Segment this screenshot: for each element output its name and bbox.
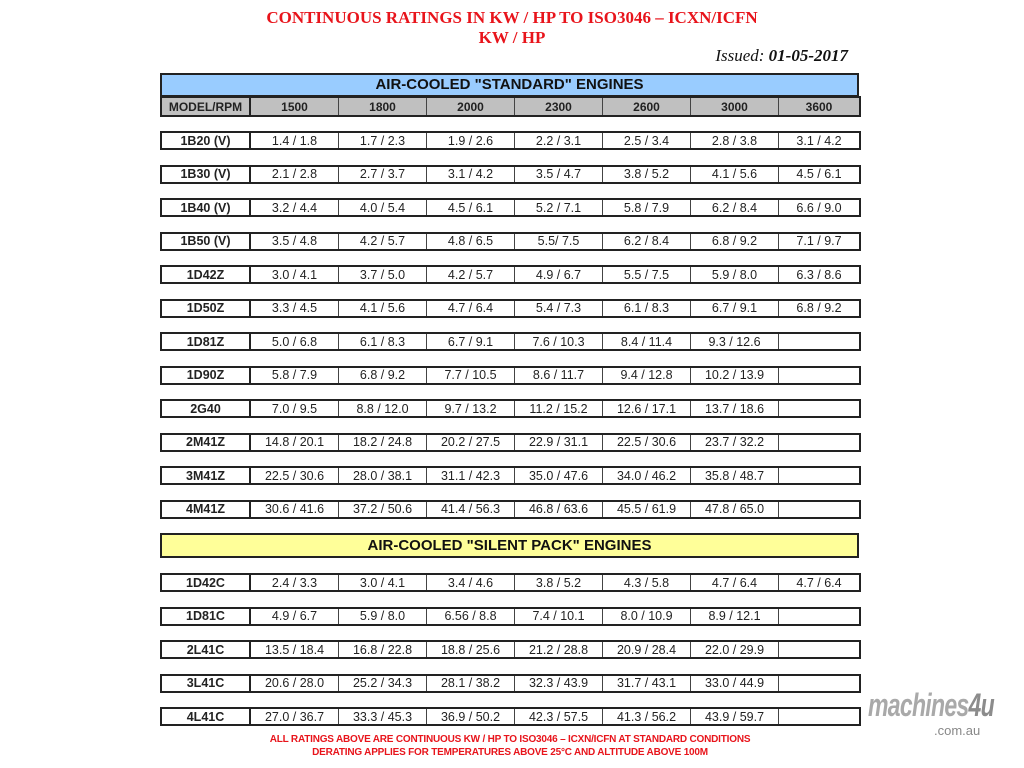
rating-cell: 34.0 / 46.2 <box>603 468 691 483</box>
rating-cell: 6.6 / 9.0 <box>796 200 842 215</box>
rating-cell: 3.8 / 5.2 <box>515 575 603 590</box>
table-row <box>160 433 861 452</box>
rating-cell: 8.4 / 11.4 <box>603 334 691 349</box>
rating-cell: 43.9 / 59.7 <box>691 709 779 724</box>
rating-cell <box>779 676 859 691</box>
rating-cell: 6.1 / 8.3 <box>603 301 691 316</box>
rating-cell: 6.8 / 9.2 <box>691 234 779 249</box>
rating-cell: 22.0 / 29.9 <box>691 642 779 657</box>
rating-cell: 20.2 / 27.5 <box>427 435 515 450</box>
rating-cell: 5.2 / 7.1 <box>515 200 603 215</box>
issued-value: 01-05-2017 <box>768 46 848 65</box>
model-cell: 1D42Z <box>162 267 251 282</box>
rating-cell: 14.8 / 20.1 <box>251 435 339 450</box>
model-cell: 2G40 <box>162 401 251 416</box>
rating-cell: 6.7 / 9.1 <box>427 334 515 349</box>
rating-cell: 20.6 / 28.0 <box>251 676 339 691</box>
rating-cell: 5.4 / 7.3 <box>515 301 603 316</box>
rating-cell: 36.9 / 50.2 <box>427 709 515 724</box>
rpm-header-cell: 1800 <box>339 98 427 115</box>
rpm-header-cell: 2600 <box>603 98 691 115</box>
rpm-header-cell: 3600 <box>805 99 833 114</box>
rating-cell: 3.1 / 4.2 <box>427 167 515 182</box>
model-cell: 1B40 (V) <box>162 200 251 215</box>
rating-cell: 33.0 / 44.9 <box>691 676 779 691</box>
rating-cell: 13.5 / 18.4 <box>251 642 339 657</box>
rating-cell: 28.0 / 38.1 <box>339 468 427 483</box>
rating-cell: 8.8 / 12.0 <box>339 401 427 416</box>
table-row <box>160 198 861 217</box>
rating-cell: 4.8 / 6.5 <box>427 234 515 249</box>
rating-cell: 27.0 / 36.7 <box>251 709 339 724</box>
rating-cell: 6.2 / 8.4 <box>603 234 691 249</box>
rating-cell: 47.8 / 65.0 <box>691 502 779 517</box>
table-row <box>160 131 861 150</box>
rating-cell: 3.4 / 4.6 <box>427 575 515 590</box>
rating-cell: 3.3 / 4.5 <box>251 301 339 316</box>
table-row <box>160 500 861 519</box>
rating-cell: 10.2 / 13.9 <box>691 368 779 383</box>
rating-cell: 2.7 / 3.7 <box>339 167 427 182</box>
rating-cell: 22.5 / 30.6 <box>603 435 691 450</box>
machines4u-watermark <box>868 687 994 723</box>
rating-cell: 20.9 / 28.4 <box>603 642 691 657</box>
rating-cell <box>779 435 859 450</box>
rating-cell: 30.6 / 41.6 <box>251 502 339 517</box>
rating-cell: 8.9 / 12.1 <box>691 609 779 624</box>
rating-cell: 42.3 / 57.5 <box>515 709 603 724</box>
rating-cell: 6.3 / 8.6 <box>796 267 842 282</box>
rpm-header-row <box>160 96 861 117</box>
table-row <box>160 399 861 418</box>
model-cell: 1D81Z <box>162 334 251 349</box>
rating-cell: 23.7 / 32.2 <box>691 435 779 450</box>
rating-cell: 4.1 / 5.6 <box>339 301 427 316</box>
rating-cell: 9.7 / 13.2 <box>427 401 515 416</box>
rating-cell: 6.8 / 9.2 <box>339 368 427 383</box>
model-cell: 4M41Z <box>162 502 251 517</box>
rating-cell: 32.3 / 43.9 <box>515 676 603 691</box>
rating-cell: 22.5 / 30.6 <box>251 468 339 483</box>
rating-cell: 4.5 / 6.1 <box>796 167 842 181</box>
table-row <box>160 466 861 485</box>
rating-cell: 4.5 / 6.1 <box>427 200 515 215</box>
rating-cell: 18.8 / 25.6 <box>427 642 515 657</box>
table-row <box>160 707 861 726</box>
model-cell: 4L41C <box>162 709 251 724</box>
rating-cell: 4.7 / 6.4 <box>691 575 779 590</box>
model-cell: 1B20 (V) <box>162 133 251 148</box>
rating-cell: 33.3 / 45.3 <box>339 709 427 724</box>
rating-cell: 3.5 / 4.7 <box>515 167 603 182</box>
rating-cell <box>779 709 859 724</box>
rating-cell: 2.2 / 3.1 <box>515 133 603 148</box>
rating-cell: 7.1 / 9.7 <box>796 234 842 248</box>
rating-cell: 6.2 / 8.4 <box>691 200 779 215</box>
rating-cell: 3.0 / 4.1 <box>251 267 339 282</box>
rating-cell: 4.1 / 5.6 <box>691 167 779 182</box>
footer-note-derating: DERATING APPLIES FOR TEMPERATURES ABOVE 25°C AND ALTITUDE ABOVE 100M <box>312 747 708 758</box>
rating-cell <box>779 368 859 383</box>
rating-cell: 46.8 / 63.6 <box>515 502 603 517</box>
rating-cell: 1.4 / 1.8 <box>251 133 339 148</box>
rating-cell: 5.0 / 6.8 <box>251 334 339 349</box>
rating-cell: 6.1 / 8.3 <box>339 334 427 349</box>
rating-cell: 31.7 / 43.1 <box>603 676 691 691</box>
rating-cell: 8.6 / 11.7 <box>515 368 603 383</box>
model-cell: 1B30 (V) <box>162 167 251 182</box>
rating-cell <box>779 642 859 657</box>
rating-cell: 2.1 / 2.8 <box>251 167 339 182</box>
model-cell: 2L41C <box>162 642 251 657</box>
silent-pack-banner: AIR-COOLED "SILENT PACK" ENGINES <box>160 533 859 558</box>
rating-cell: 4.2 / 5.7 <box>339 234 427 249</box>
watermark-domain: .com.au <box>934 723 981 738</box>
table-row <box>160 607 861 626</box>
rating-cell: 6.7 / 9.1 <box>691 301 779 316</box>
table-row <box>160 165 861 184</box>
watermark-brand: machines <box>868 687 969 723</box>
table-row <box>160 640 861 659</box>
rating-cell: 2.5 / 3.4 <box>603 133 691 148</box>
rating-cell: 3.5 / 4.8 <box>251 234 339 249</box>
rating-cell: 3.8 / 5.2 <box>603 167 691 182</box>
rating-cell: 2.4 / 3.3 <box>251 575 339 590</box>
rating-cell: 16.8 / 22.8 <box>339 642 427 657</box>
rating-cell: 37.2 / 50.6 <box>339 502 427 517</box>
rating-cell: 4.7 / 6.4 <box>427 301 515 316</box>
model-cell: 1D81C <box>162 609 251 624</box>
rpm-header-cell: 1500 <box>251 98 339 115</box>
rating-cell <box>779 502 859 517</box>
table-row <box>160 265 861 284</box>
rating-cell: 7.0 / 9.5 <box>251 401 339 416</box>
rating-cell: 5.9 / 8.0 <box>339 609 427 624</box>
rating-cell: 13.7 / 18.6 <box>691 401 779 416</box>
rating-cell: 2.8 / 3.8 <box>691 133 779 148</box>
rating-cell <box>779 334 859 349</box>
rating-cell: 3.2 / 4.4 <box>251 200 339 215</box>
rating-cell: 18.2 / 24.8 <box>339 435 427 450</box>
rating-cell: 31.1 / 42.3 <box>427 468 515 483</box>
rating-cell: 5.8 / 7.9 <box>603 200 691 215</box>
model-cell: 2M41Z <box>162 435 251 450</box>
standard-engines-banner: AIR-COOLED "STANDARD" ENGINES <box>160 73 859 97</box>
rating-cell: 7.7 / 10.5 <box>427 368 515 383</box>
issued-date <box>715 46 848 66</box>
rating-cell: 4.2 / 5.7 <box>427 267 515 282</box>
rating-cell: 22.9 / 31.1 <box>515 435 603 450</box>
rating-cell: 41.3 / 56.2 <box>603 709 691 724</box>
rating-cell: 3.7 / 5.0 <box>339 267 427 282</box>
rating-cell: 7.6 / 10.3 <box>515 334 603 349</box>
rating-cell: 25.2 / 34.3 <box>339 676 427 691</box>
rating-cell <box>779 609 859 624</box>
rating-cell: 8.0 / 10.9 <box>603 609 691 624</box>
rating-cell: 3.0 / 4.1 <box>339 575 427 590</box>
rating-cell: 5.9 / 8.0 <box>691 267 779 282</box>
model-cell: 3L41C <box>162 676 251 691</box>
model-cell: 1D90Z <box>162 368 251 383</box>
rating-cell: 3.1 / 4.2 <box>796 133 842 148</box>
table-row <box>160 674 861 693</box>
rating-cell: 35.8 / 48.7 <box>691 468 779 483</box>
watermark-brand-num: 4u <box>968 687 994 723</box>
model-cell: 1B50 (V) <box>162 234 251 249</box>
model-rpm-header: MODEL/RPM <box>162 98 251 115</box>
model-cell: 1D50Z <box>162 301 251 316</box>
rating-cell: 7.4 / 10.1 <box>515 609 603 624</box>
model-cell: 3M41Z <box>162 468 251 483</box>
rating-cell: 4.0 / 5.4 <box>339 200 427 215</box>
rating-cell <box>779 401 859 416</box>
rating-cell: 35.0 / 47.6 <box>515 468 603 483</box>
model-cell: 1D42C <box>162 575 251 590</box>
rating-cell: 28.1 / 38.2 <box>427 676 515 691</box>
rating-cell: 5.5 / 7.5 <box>603 267 691 282</box>
table-row <box>160 299 861 318</box>
rating-cell: 4.7 / 6.4 <box>796 575 842 590</box>
rating-cell: 4.9 / 6.7 <box>251 609 339 624</box>
issued-label: Issued: <box>715 46 765 65</box>
rating-cell: 12.6 / 17.1 <box>603 401 691 416</box>
table-row <box>160 573 861 592</box>
rating-cell: 5.8 / 7.9 <box>251 368 339 383</box>
document-title: CONTINUOUS RATINGS IN KW / HP TO ISO3046 – ICXN/ICFN <box>266 8 758 27</box>
rating-cell: 1.9 / 2.6 <box>427 133 515 148</box>
table-row <box>160 366 861 385</box>
rating-cell: 1.7 / 2.3 <box>339 133 427 148</box>
rating-cell: 9.3 / 12.6 <box>691 334 779 349</box>
rating-cell: 6.8 / 9.2 <box>796 301 842 315</box>
rpm-header-cell: 2300 <box>515 98 603 115</box>
rating-cell: 11.2 / 15.2 <box>515 401 603 416</box>
rating-cell: 9.4 / 12.8 <box>603 368 691 383</box>
rpm-header-cell: 2000 <box>427 98 515 115</box>
rating-cell <box>779 468 859 483</box>
table-row <box>160 232 861 251</box>
rating-cell: 21.2 / 28.8 <box>515 642 603 657</box>
rating-cell: 4.9 / 6.7 <box>515 267 603 282</box>
rating-cell: 5.5/ 7.5 <box>515 234 603 249</box>
rating-cell: 41.4 / 56.3 <box>427 502 515 517</box>
document-subtitle: KW / HP <box>478 28 546 47</box>
table-row <box>160 332 861 351</box>
rpm-header-cell: 3000 <box>691 98 779 115</box>
rating-cell: 6.56 / 8.8 <box>427 609 515 624</box>
footer-note-ratings: ALL RATINGS ABOVE ARE CONTINUOUS KW / HP TO ISO3046 – ICXN/ICFN AT STANDARD CONDITIONS <box>269 734 751 745</box>
rating-cell: 45.5 / 61.9 <box>603 502 691 517</box>
rating-cell: 4.3 / 5.8 <box>603 575 691 590</box>
